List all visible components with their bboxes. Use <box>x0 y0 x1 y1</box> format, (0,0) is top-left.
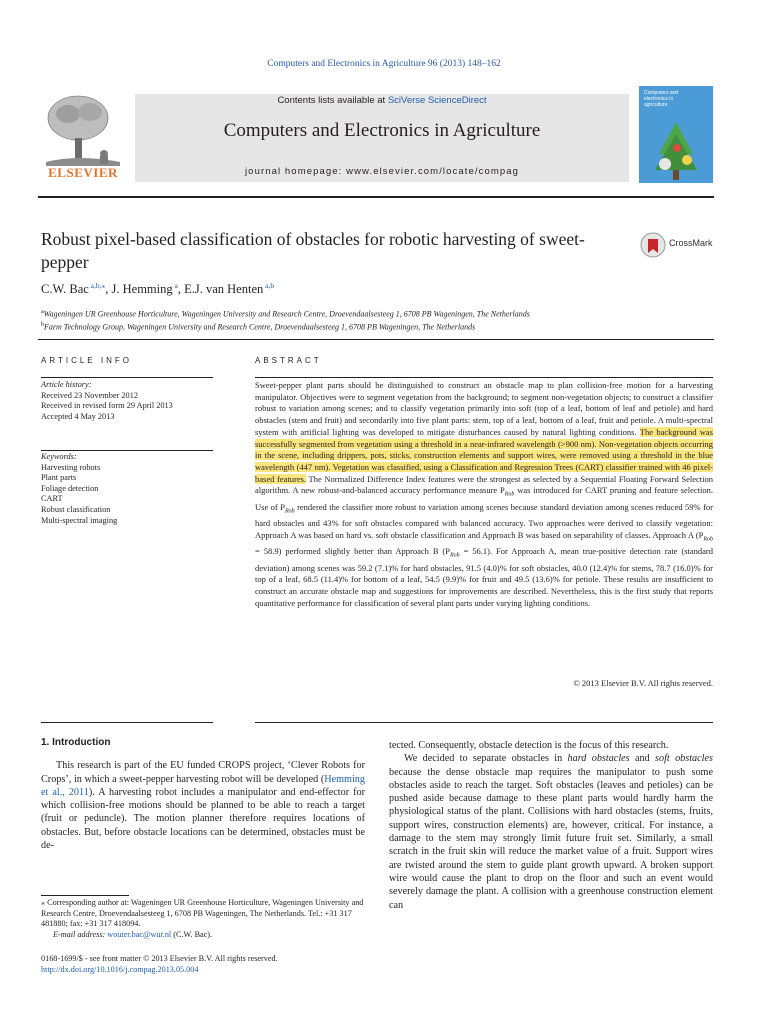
body-right-column <box>389 739 713 912</box>
citation-link[interactable]: Hemming et al., 2011 <box>41 773 365 798</box>
affiliation-text: Wageningen UR Greenhouse Horticulture, Wageningen University and Research Centre, Droevendaalsesteeg 1, 6708 PB Wageningen, The Netherlands <box>43 309 530 319</box>
issn-line: 0168-1699/$ - see front matter © 2013 Elsevier B.V. All rights reserved. <box>41 954 278 963</box>
author-list <box>41 281 274 297</box>
history-entry: Received in revised form 29 April 2013 <box>41 401 173 411</box>
keywords-label: Keywords: <box>41 452 77 461</box>
keywords-list <box>41 452 117 526</box>
crossmark-badge[interactable] <box>640 232 716 258</box>
author-affiliation-mark[interactable]: a,b <box>263 281 275 290</box>
author-name: , J. Hemming <box>105 282 173 297</box>
paragraph-text: We decided to separate obstacles in <box>404 753 568 765</box>
keyword: Robust classification <box>41 504 111 514</box>
journal-cover-thumbnail <box>639 86 713 183</box>
history-entry: Accepted 4 May 2013 <box>41 411 115 421</box>
body-paragraph <box>389 752 713 912</box>
term-hard-obstacles: hard obstacles <box>567 753 630 765</box>
footnote-text: Corresponding author at: Wageningen UR Greenhouse Horticulture, Wageningen University and Research Centre, Droevendaalsesteeg 1, 6708 PB Wageningen, The Netherlands. Tel.: +31 317 481880; fax: +31 317 418094. <box>41 898 364 929</box>
journal-reference[interactable]: Computers and Electronics in Agriculture 96 (2013) 148–162 <box>267 59 501 69</box>
info-rule <box>41 722 213 723</box>
keyword: CART <box>41 494 63 504</box>
author-name: , E.J. van Henten <box>177 282 264 297</box>
info-rule <box>41 450 213 451</box>
abstract-text: = 58.9) performed slightly better than Approach B (P <box>255 546 450 557</box>
title-rule <box>38 339 714 340</box>
abstract-heading: ABSTRACT <box>255 356 322 365</box>
cover-plant-illustration <box>639 114 713 184</box>
abstract-body <box>255 380 713 609</box>
affiliation-mark: b <box>41 321 44 328</box>
article-title: Robust pixel-based classification of obstacles for robotic harvesting of sweet-pepper <box>41 229 585 272</box>
history-label: Article history: <box>41 380 92 389</box>
footnote-mark: ⁎ <box>41 898 46 907</box>
email-link[interactable]: wouter.bac@wur.nl <box>107 929 172 939</box>
affiliations <box>41 307 721 332</box>
article-history <box>41 380 173 422</box>
masthead-rule <box>38 196 714 198</box>
author-name: C.W. Bac <box>41 282 89 297</box>
info-rule <box>41 377 213 378</box>
abstract-rule <box>255 377 713 378</box>
paragraph-text: because the dense obstacle map requires the manipulator to push some obstacles aside to reach the target. Soft obstacles (leaves and petioles) can be pushed aside because damage to these plant parts would hardly harm the physiological status of the plant. Collisions with hard obstacles (stems, fruits, support wires, construction elements) are, however, critical. For instance, a damage to the stem may strongly limit future fruit set. Similarly, a small scratch in the fruit skin will reduce the market value of a fruit. Support wires are twisted around the stem to guide plant growth upward. A broken support wire would cause the plant to drop on the floor and such an event would severely damage the plant. A collision with a greenhouse construction element can <box>389 766 713 911</box>
subscript-rob: Rob <box>703 536 713 543</box>
paragraph-text: This research is part of the EU funded CROPS project, ‘Clever Robots for Crops’, in which a sweet-pepper harvesting robot will be developed ( <box>41 760 365 785</box>
subscript-rob: Rob <box>284 508 295 515</box>
section-heading: 1. Introduction <box>41 737 111 748</box>
email-label: E-mail address: <box>53 929 108 939</box>
abstract-rule <box>255 722 713 723</box>
abstract-text: Sweet-pepper plant parts should be distinguished to construct an obstacle map to plan collision-free motion for a harvesting manipulator. Objectives were to segment vegetation from the background; to segment non-vegetation objects; to construct a classifier robust to variation among scenes; and to classify vegetation primarily into soft (top of a leaf, bottom of leaf and petiole) and hard obstacles (stem and fruit) and secondarily into five plant parts: stem, top of a leaf, bottom of a leaf, fruit and petiole. A multi-spectral system with artificial lighting was developed to mitigate disturbances caused by natural lighting conditions. <box>255 380 713 437</box>
affiliation-line <box>41 320 721 333</box>
subscript-rob: Rob <box>450 552 460 559</box>
front-matter <box>41 953 371 975</box>
abstract-text: = 56.1). For Approach A, mean true-positive detection rate (standard deviation) among scenes was 59.2 (7.1)% for hard obstacles, 91.5 (4.0)% for soft obstacles, 40.0 (12.4)% for stems, 78.7 (16.0)% for top of a leaf, 68.5 (11.4)% for bottom of a leaf, 54.5 (9.9)% for fruit and 49.5 (13.6)% for petiole. These results are insufficient to construct an accurate obstacle map and suggestions for improvements are described. Nevertheless, this is the first study that reports quantitative performance for classification of several plant parts under varying lighting conditions. <box>255 546 713 608</box>
term-soft-obstacles: soft obstacles <box>655 753 713 765</box>
keyword: Foliage detection <box>41 483 99 493</box>
cover-title: Computers and electronics in agriculture <box>644 90 679 108</box>
contents-availability-line <box>135 95 629 106</box>
affiliation-text: Farm Technology Group, Wageningen University and Research Centre, Droevendaalsesteeg 1, 6708 PB Wageningen, The Netherlands <box>44 322 476 332</box>
keyword: Multi-spectral imaging <box>41 515 118 525</box>
doi-link[interactable]: http://dx.doi.org/10.1016/j.compag.2013.05.004 <box>41 965 199 974</box>
affiliation-line <box>41 307 721 320</box>
email-suffix: (C.W. Bac). <box>171 929 213 939</box>
corresponding-author-footnote <box>41 898 365 940</box>
author-affiliation-mark[interactable]: a,b,⁎ <box>88 281 106 290</box>
abstract-text: was introduced for CART pruning and feature selection. Use of P <box>255 485 713 512</box>
affiliation-mark: a <box>41 309 44 315</box>
contents-prefix: Contents lists available at <box>277 95 388 106</box>
crossmark-icon <box>640 232 666 258</box>
elsevier-wordmark: ELSEVIER <box>48 165 118 180</box>
footnote-rule <box>41 895 129 896</box>
sciencedirect-link[interactable]: SciVerse ScienceDirect <box>387 95 487 106</box>
keyword: Plant parts <box>41 473 77 483</box>
abstract-text: The Normalized Difference Index features were the strongest as selected by a Sequential Floating Forward Selection algorithm. A new robust-and-balanced accuracy performance measure P <box>255 473 713 496</box>
article-info-heading: ARTICLE INFO <box>41 356 132 365</box>
journal-homepage[interactable]: journal homepage: www.elsevier.com/locate/compag <box>244 166 520 177</box>
highlighted-text[interactable]: The background was successfully segmented from vegetation using a threshold in a near-infrared wavelength (>900 nm). Non-vegetation objects occurring in the scene, including drippers, pots, sticks, construction elements and support wires, were removed using a threshold in the blue wavelength (447 nm). Vegetation was classified, using a Classification and Regression Trees (CART) classifier trained with 46 pixel-based features. <box>255 426 713 484</box>
subscript-rob: Rob <box>504 492 515 499</box>
journal-title: Computers and Electronics in Agriculture <box>223 120 541 141</box>
paragraph-text: and <box>629 753 656 765</box>
abstract-text: rendered the classifier more robust to variation among scenes because standard deviation among scenes reduced 59% for hard obstacles and 43% for soft obstacles compared with balanced accuracy. Two approaches were derived to classify vegetation: Approach A was based on hard vs. soft obstacle classification and Approach B was based on separability of classes. Approach A (P <box>255 501 713 540</box>
abstract-copyright: © 2013 Elsevier B.V. All rights reserved. <box>573 678 713 688</box>
paragraph-text: ). A harvesting robot includes a manipulator and end-effector for which collision-free motions should be planned to be able to reach a target (fruit or peduncle). The motion planner therefore requires locations of obstacles. But, before obstacle locations can be determined, obstacles must be de- <box>41 786 366 852</box>
body-paragraph: tected. Consequently, obstacle detection is the focus of this research. <box>389 740 669 751</box>
history-entry: Received 23 November 2012 <box>41 390 138 400</box>
keyword: Harvesting robots <box>41 462 101 472</box>
body-paragraph <box>41 759 365 852</box>
body-left-column <box>41 736 365 852</box>
author-affiliation-mark[interactable]: a <box>172 281 178 290</box>
crossmark-label: CrossMark <box>669 238 713 248</box>
